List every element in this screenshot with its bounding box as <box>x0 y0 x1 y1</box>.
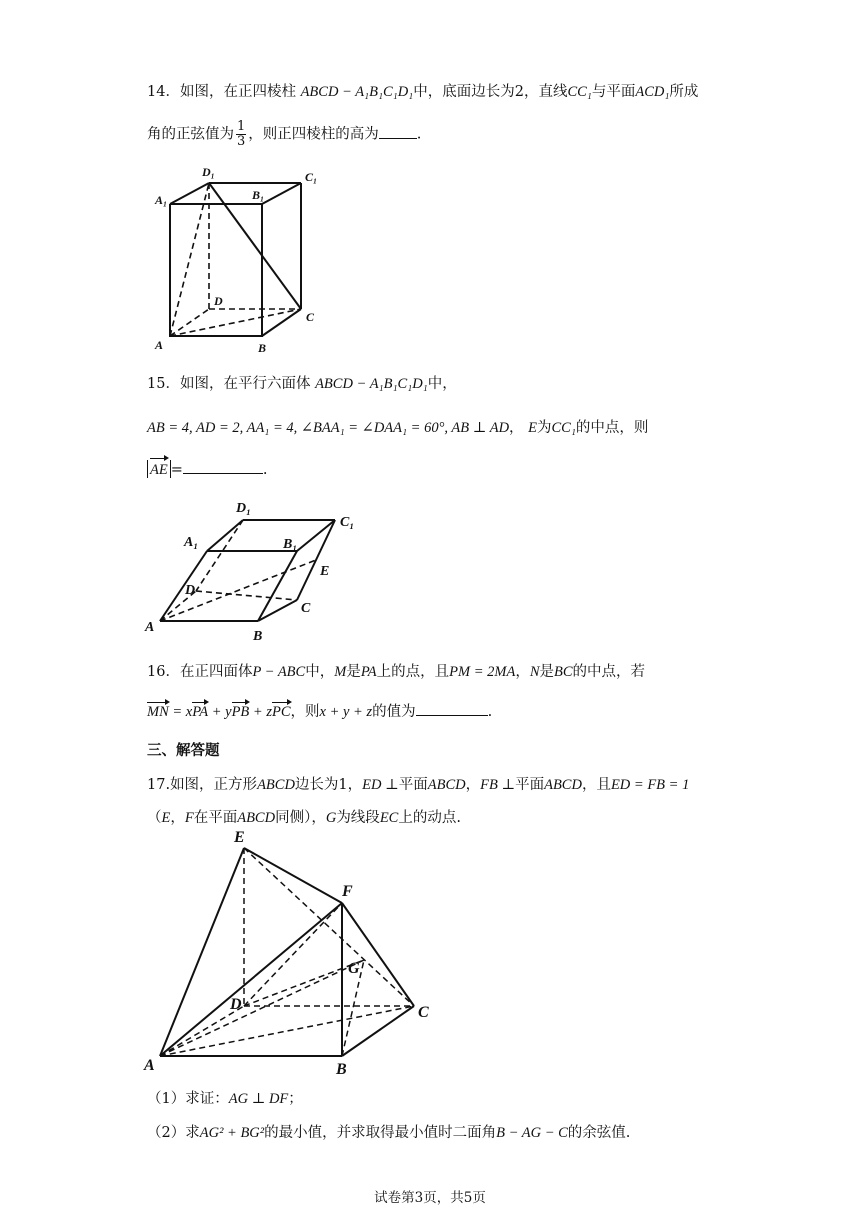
label-B1: B₁ <box>252 188 265 202</box>
q17-part2: （2）求AG² + BG²的最小值，并求取得最小值时二面角B − AG − C的余弦值. <box>147 1125 631 1141</box>
label-C1: C₁ <box>305 170 318 184</box>
section-heading: 三、解答题 <box>147 742 220 759</box>
answer-blank-q15 <box>183 461 263 474</box>
q15-line2: AB = 4, AD = 2, AA₁ = 4, ∠BAA₁ = ∠DAA₁ = 60°, AB ⊥ AD， E为CC₁的中点，则 <box>147 420 649 436</box>
fraction-one-third: $\frac{1}{3}$ <box>237 119 246 149</box>
label-A: A <box>144 1057 155 1074</box>
label-D1: D₁ <box>202 165 215 179</box>
q15-line1: 15．如图，在平行六面体 ABCD − A₁B₁C₁D₁中， <box>147 376 457 392</box>
vector-AE-magnitude: AE <box>147 460 171 478</box>
label-A: A <box>145 620 155 635</box>
vector-PB: PB <box>231 704 250 720</box>
q16-number: 16． <box>147 664 180 680</box>
label-C: C <box>306 310 315 324</box>
label-B: B <box>253 629 263 644</box>
label-B: B <box>336 1061 347 1078</box>
q17-number: 17. <box>147 777 171 793</box>
q15-conditions: AB = 4, AD = 2, AA₁ = 4, ∠BAA₁ = ∠DAA₁ = 60°, AB ⊥ AD <box>147 420 510 436</box>
q17-part1: （1）求证：AG ⊥ DF； <box>147 1091 303 1107</box>
label-B: B <box>258 341 267 355</box>
q16-line1: 16．在正四面体P − ABC中，M是PA上的点，且PM = 2MA，N是BC的中点，若 <box>147 664 646 680</box>
label-C1: C₁ <box>340 515 355 530</box>
label-A1: A₁ <box>155 193 168 207</box>
q14-solid: ABCD − A₁B₁C₁D₁ <box>300 84 414 100</box>
label-A: A <box>155 338 164 352</box>
vector-MN: MN <box>147 704 169 720</box>
figure-q15-parallelepiped <box>140 494 380 649</box>
label-A1: A₁ <box>184 535 199 550</box>
figure-q14-prism <box>150 163 330 358</box>
q14-line1: 14．如图，在正四棱柱 ABCD − A₁B₁C₁D₁中，底面边长为2，直线CC₁与平面ACD₁所成 <box>147 84 699 100</box>
label-B1: B₁ <box>283 537 298 552</box>
vector-PC: PC <box>271 704 291 720</box>
label-G: G <box>348 960 360 977</box>
label-F: F <box>342 883 353 900</box>
q15-line3: AE = . <box>147 460 267 478</box>
answer-blank-q16 <box>416 703 488 716</box>
q14-line2: 角的正弦值为 $\frac{1}{3}$ ，则正四棱柱的高为 . <box>147 119 422 149</box>
label-E: E <box>234 829 245 846</box>
answer-blank-q14 <box>379 126 417 139</box>
q16-line2: MN = xPA + yPB + zPC，则x + y + z的值为 . <box>147 704 493 720</box>
label-E: E <box>320 564 330 579</box>
label-D: D <box>214 294 223 308</box>
label-D: D <box>230 996 242 1013</box>
q15-number: 15． <box>147 376 180 392</box>
figure-q17-solid <box>142 826 442 1082</box>
q14-number: 14． <box>147 84 180 100</box>
label-D: D <box>185 583 196 598</box>
label-C: C <box>301 601 311 616</box>
page-footer: 试卷第3页，共5页 <box>374 1190 486 1206</box>
vector-PA: PA <box>192 704 209 720</box>
q17-line1: 17.如图，正方形ABCD边长为1，ED ⊥平面ABCD，FB ⊥平面ABCD，且ED = FB = 1 <box>147 777 690 793</box>
label-D1: D₁ <box>236 501 251 516</box>
q17-line2: （E，F在平面ABCD同侧），G为线段EC上的动点. <box>147 810 461 826</box>
label-C: C <box>418 1004 429 1021</box>
